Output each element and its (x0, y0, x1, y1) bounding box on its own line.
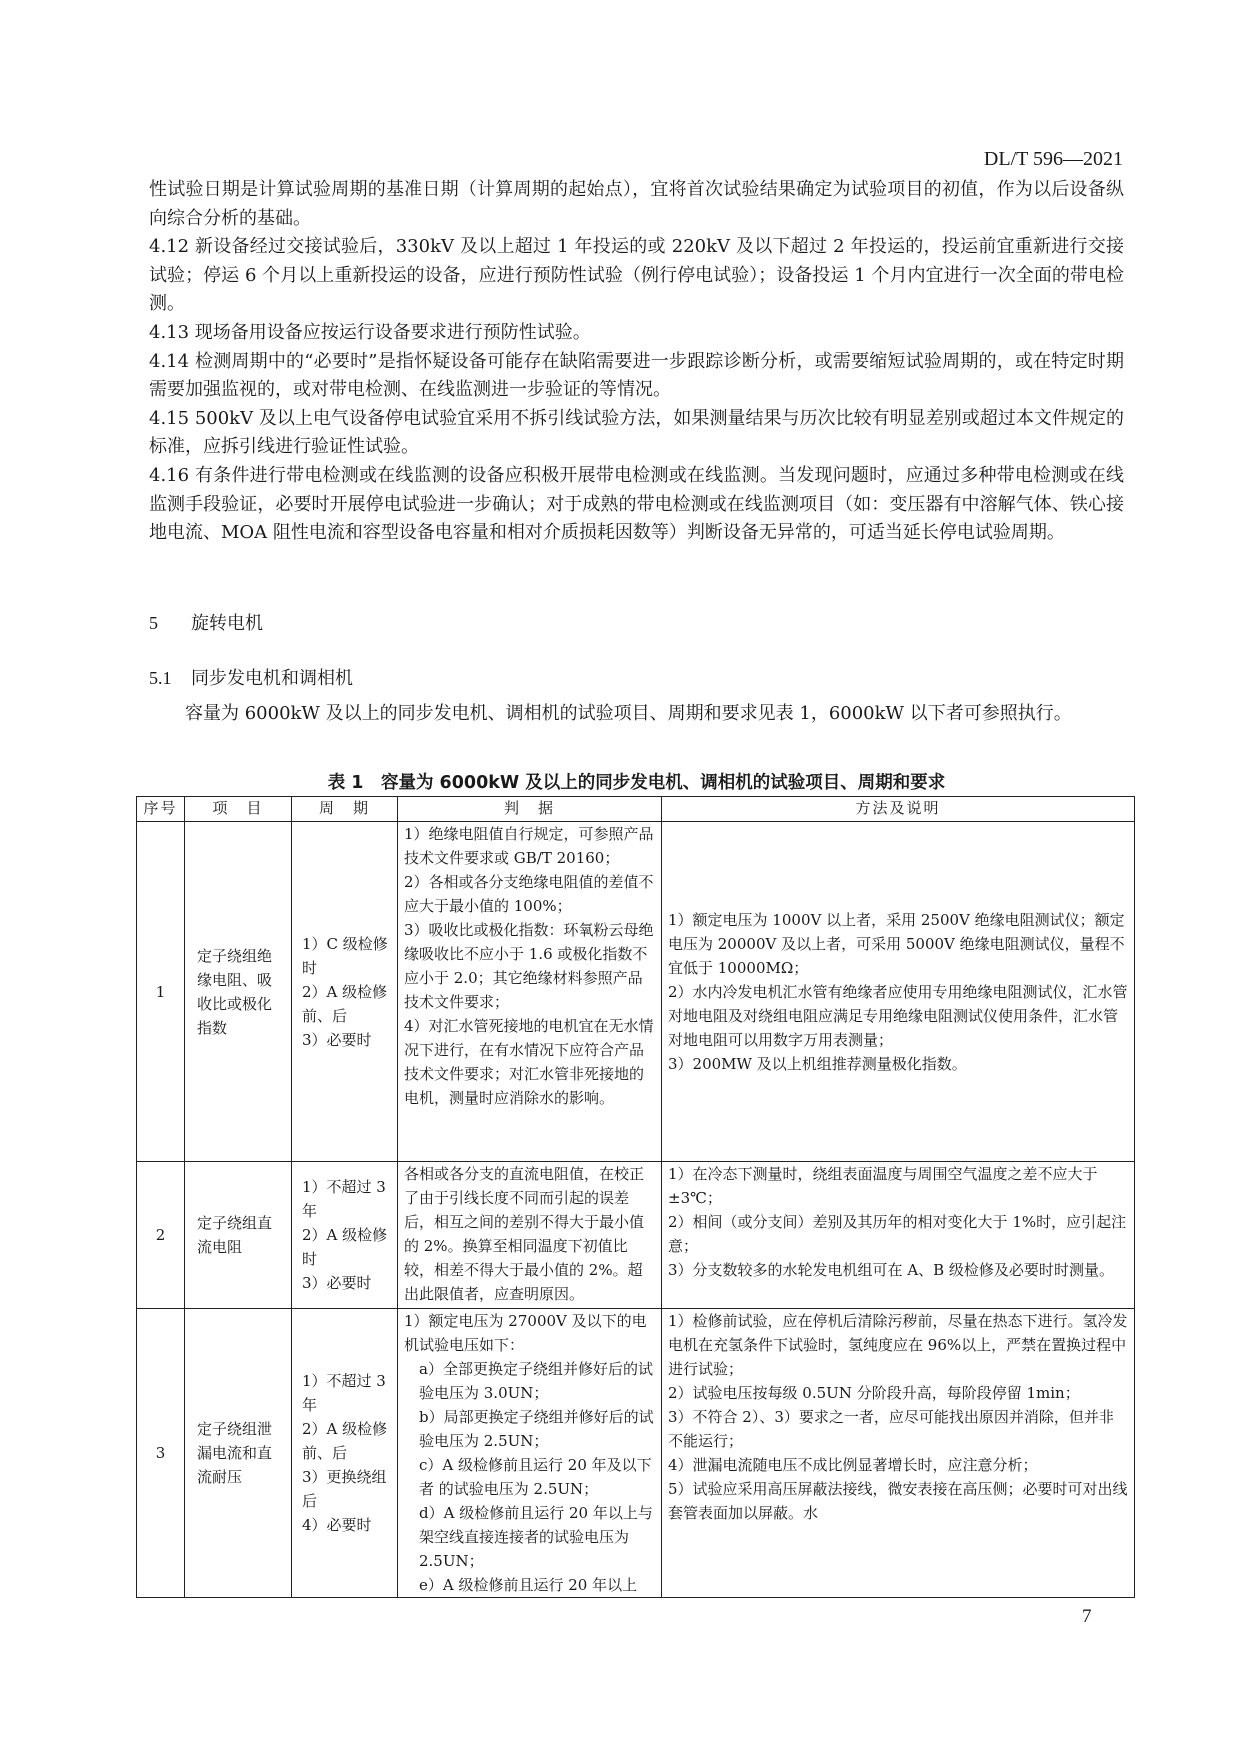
section-title: 同步发电机和调相机 (191, 668, 353, 689)
section-heading-5-1 (149, 664, 353, 690)
cell-seq: 2 (137, 1162, 185, 1309)
cell-item: 定子绕组泄漏电流和直流耐压 (185, 1309, 292, 1598)
method-line: 2）试验电压按每级 0.5UN 分阶段升高，每阶段停留 1min； (668, 1384, 1080, 1402)
paragraph: 4.12 新设备经过交接试验后，330kV 及以上超过 1 年投运的或 220kV 及以下超过 2 年投运的，投运前宜重新进行交接试验；停运 6 个月以上重新投运的设备，应进行预防性试验（例行停电试验）；设备投运 1 个月内宜进行一次全面的带电检测。 (149, 236, 1124, 315)
cell-method (662, 1309, 1135, 1598)
paragraph: 4.15 500kV 及以上电气设备停电试验宜采用不拆引线试验方法，如果测量结果与历次比较有明显差别或超过本文件规定的标准，应拆引线进行验证性试验。 (149, 407, 1124, 458)
criteria-line: 4）对汇水管死接地的电机宜在无水情况下进行，在有水情况下应符合产品技术文件要求；对汇水管非死接地的电机，测量时应消除水的影响。 (404, 1017, 654, 1107)
period-line: 1）不超过 3 年 (302, 1372, 386, 1414)
header-period: 周 期 (292, 797, 398, 822)
method-line: 1）检修前试验，应在停机后清除污秽前，尽量在热态下进行。氢冷发电机在充氢条件下试验时，氢纯度应在 96%以上，严禁在置换过程中进行试验； (668, 1312, 1128, 1378)
header-item: 项 目 (185, 797, 292, 822)
cell-criteria (398, 1162, 662, 1309)
method-line: 2）水内冷发电机汇水管有绝缘者应使用专用绝缘电阻测试仪，汇水管对地电阻及对绕组电阻应满足专用绝缘电阻测试仪使用条件，汇水管对地电阻可以用数字万用表测量； (668, 982, 1128, 1049)
method-line: 5）试验应采用高压屏蔽法接线，微安表接在高压侧；必要时可对出线套管表面加以屏蔽。水 (668, 1480, 1128, 1522)
cell-period (292, 1162, 398, 1309)
paragraph: 4.13 现场备用设备应按运行设备要求进行预防性试验。 (149, 321, 591, 343)
period-line: 3）更换绕组后 (302, 1468, 387, 1510)
period-line: 4）必要时 (302, 1516, 372, 1534)
period-line: 3）必要时 (302, 1030, 372, 1049)
criteria-line: c）A 级检修前且运行 20 年及以下者 的试验电压为 2.5UN； (419, 1456, 652, 1498)
section-heading-5 (149, 609, 263, 635)
criteria-line: 3）吸收比或极化指数：环氧粉云母绝缘吸收比不应小于 1.6 或极化指数不应小于 2.0；其它绝缘材料参照产品技术文件要求； (404, 921, 654, 1011)
cell-seq: 1 (137, 822, 185, 1162)
cell-item: 定子绕组绝缘电阻、吸收比或极化指数 (185, 822, 292, 1162)
period-line: 2）A 级检修时 (302, 1226, 388, 1268)
method-line: 1）额定电压为 1000V 以上者，采用 2500V 绝缘电阻测试仪；额定电压为 20000V 及以上者，可采用 5000V 绝缘电阻测试仪，量程不宜低于 10000MΩ； (668, 910, 1125, 977)
section-number: 5 (149, 613, 158, 633)
method-line: 3）200MW 及以上机组推荐测量极化指数。 (668, 1054, 967, 1073)
cell-seq: 3 (137, 1309, 185, 1598)
method-line: 1）在冷态下测量时，绕组表面温度与周围空气温度之差不应大于±3℃； (668, 1165, 1098, 1207)
header-method: 方法及说明 (662, 797, 1135, 822)
period-line: 1）C 级检修时 (302, 934, 388, 977)
table-row (137, 1309, 1135, 1598)
page-number: 7 (1082, 1606, 1092, 1627)
criteria-line: a）全部更换定子绕组并修好后的试验电压为 3.0UN； (419, 1360, 653, 1402)
method-line: 3）不符合 2）、3）要求之一者，应尽可能找出原因并消除，但并非不能运行； (668, 1408, 1114, 1450)
criteria-line: 1）绝缘电阻值自行规定，可参照产品技术文件要求或 GB/T 20160； (404, 825, 654, 867)
method-line: 2）相间（或分支间）差别及其历年的相对变化大于 1%时，应引起注意； (668, 1213, 1127, 1255)
criteria-line: d）A 级检修前且运行 20 年以上与架空线直接连接者的试验电压为 2.5UN； (419, 1504, 653, 1570)
header-criteria: 判 据 (398, 797, 662, 822)
cell-criteria (398, 822, 662, 1162)
section-paragraph: 容量为 6000kW 及以上的同步发电机、调相机的试验项目、周期和要求见表 1，6000kW 以下者可参照执行。 (185, 703, 1072, 724)
criteria-line: 1）额定电压为 27000V 及以下的电机试验电压如下： (404, 1312, 647, 1354)
table-header-row (137, 797, 1135, 822)
period-line: 1）不超过 3 年 (302, 1178, 386, 1220)
cell-period (292, 1309, 398, 1598)
period-line: 2）A 级检修前、后 (302, 1420, 388, 1462)
paragraph: 4.14 检测周期中的“必要时”是指怀疑设备可能存在缺陷需要进一步跟踪诊断分析，或需要缩短试验周期的，或在特定时期需要加强监视的，或对带电检测、在线监测进一步验证的等情况。 (149, 350, 1124, 401)
table-caption: 表 1 容量为 6000kW 及以上的同步发电机、调相机的试验项目、周期和要求 (327, 773, 946, 793)
period-line: 3）必要时 (302, 1274, 372, 1292)
paragraph: 性试验日期是计算试验周期的基准日期（计算周期的起始点），宜将首次试验结果确定为试验项目的初值，作为以后设备纵向综合分析的基础。 (149, 179, 1124, 229)
paragraph: 4.16 有条件进行带电检测或在线监测的设备应积极开展带电检测或在线监测。当发现问题时，应通过多种带电检测或在线监测手段验证，必要时开展停电试验进一步确认；对于成熟的带电检测或在线监测项目（如：变压器有中溶解气体、铁心接地电流、MOA 阻性电流和容型设备电容量和相对介质损耗因数等）判断设备无异常的，可适当延长停电试验周期。 (149, 464, 1124, 544)
document-code: DL/T 596—2021 (983, 148, 1123, 170)
header-seq: 序号 (137, 797, 185, 822)
cell-method (662, 1162, 1135, 1309)
cell-period (292, 822, 398, 1162)
period-line: 2）A 级检修前、后 (302, 982, 388, 1025)
criteria-line: 各相或各分支的直流电阻值，在校正了由于引线长度不同而引起的误差后，相互之间的差别不得大于最小值的 2%。换算至相同温度下初值比较，相差不得大于最小值的 2%。超出此限值者，应查明原因。 (404, 1165, 645, 1303)
cell-method (662, 822, 1135, 1162)
criteria-line: 2）各相或各分支绝缘电阻值的差值不应大于最小值的 100%； (404, 873, 654, 915)
body-text (149, 176, 1124, 548)
criteria-line: b）局部更换定子绕组并修好后的试验电压为 2.5UN； (419, 1408, 654, 1450)
method-line: 3）分支数较多的水轮发电机组可在 A、B 级检修及必要时时测量。 (668, 1261, 1114, 1279)
cell-criteria (398, 1309, 662, 1598)
method-line: 4）泄漏电流随电压不成比例显著增长时，应注意分析； (668, 1456, 1038, 1474)
criteria-line: e）A 级检修前且运行 20 年以上 (419, 1576, 638, 1594)
cell-item: 定子绕组直流电阻 (185, 1162, 292, 1309)
table-row (137, 1162, 1135, 1309)
section-title: 旋转电机 (191, 613, 263, 634)
test-items-table (136, 796, 1135, 1598)
section-number: 5.1 (149, 668, 172, 688)
table-row (137, 822, 1135, 1162)
